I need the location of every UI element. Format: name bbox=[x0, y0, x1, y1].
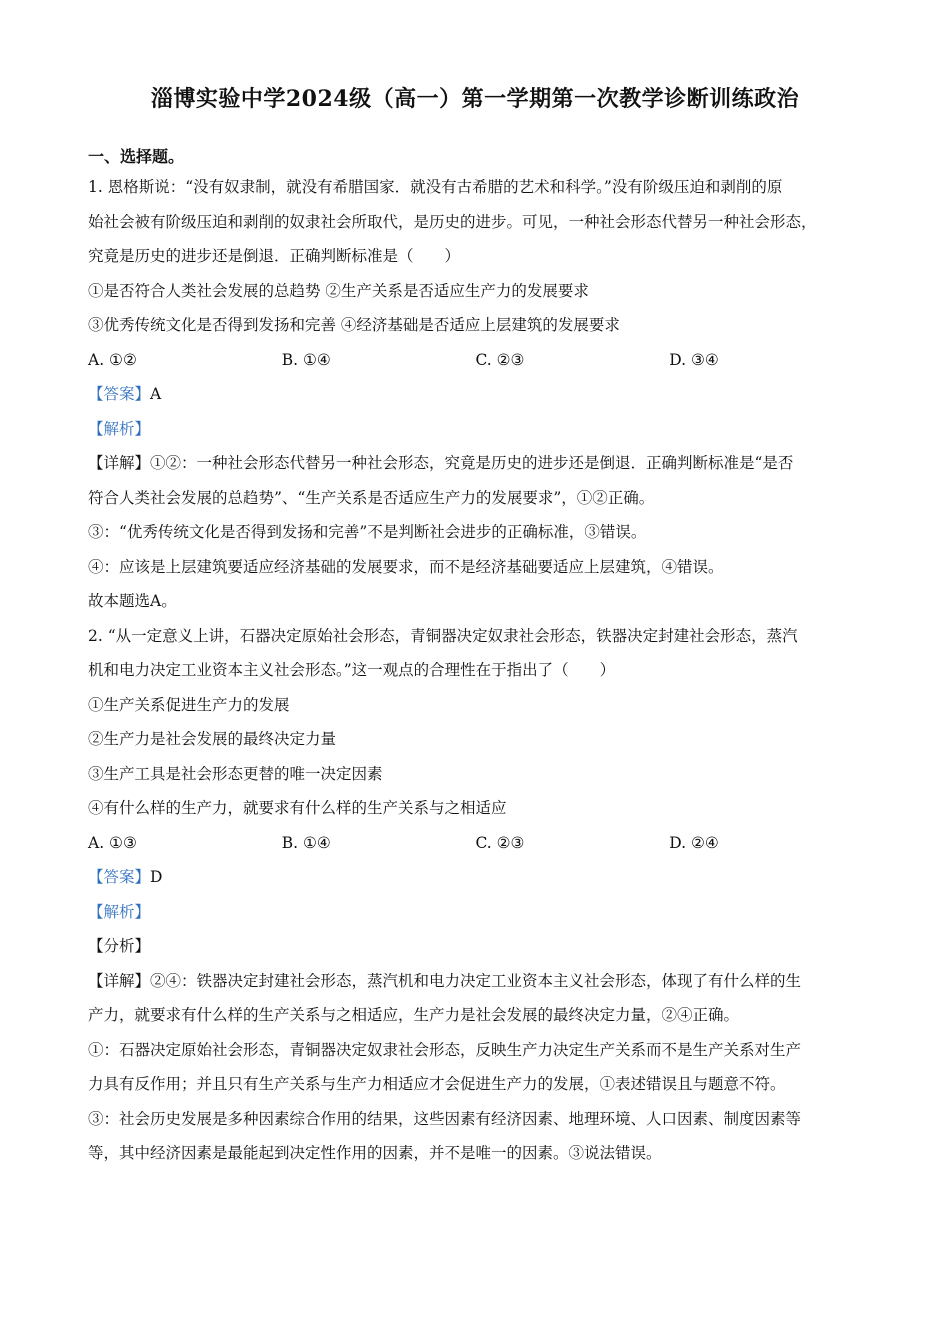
question-2-detail-line-5: ③：社会历史发展是多种因素综合作用的结果，这些因素有经济因素、地理环境、人口因素、制度因素等 bbox=[88, 1109, 802, 1128]
question-2-statement-1: ①生产关系促进生产力的发展 bbox=[88, 695, 290, 714]
question-1-options bbox=[88, 343, 863, 378]
question-2-analysis-heading bbox=[88, 895, 863, 930]
section-heading: 一、选择题。 bbox=[88, 147, 185, 166]
question-2-answer bbox=[88, 860, 863, 895]
question-2 bbox=[88, 619, 863, 1171]
question-2-stem-line-1: 2. “从一定意义上讲，石器决定原始社会形态，青铜器决定奴隶社会形态，铁器决定封建社会形态，蒸汽 bbox=[88, 626, 798, 645]
question-1-detail-line-3: ③：“优秀传统文化是否得到发扬和完善”不是判断社会进步的正确标准，③错误。 bbox=[88, 523, 647, 541]
question-1-statement-3-4: ③优秀传统文化是否得到发扬和完善 ④经济基础是否适应上层建筑的发展要求 bbox=[88, 316, 620, 334]
question-2-option-a: A. ①③ bbox=[88, 833, 137, 852]
question-1-detail-line-2: 符合人类社会发展的总趋势”、“生产关系是否适应生产力的发展要求”，①②正确。 bbox=[88, 488, 655, 507]
analysis-tag: 【解析】 bbox=[88, 902, 151, 921]
question-1-stem-line-2: 始社会被有阶级压迫和剥削的奴隶社会所取代，是历史的进步。可见，一种社会形态代替另一种社会形态， bbox=[88, 212, 817, 231]
question-2-statement-4: ④有什么样的生产力，就要求有什么样的生产关系与之相适应 bbox=[88, 799, 507, 817]
analysis-tag: 【解析】 bbox=[88, 419, 151, 438]
question-2-detail-line-6: 等，其中经济因素是最能起到决定性作用的因素，并不是唯一的因素。③说法错误。 bbox=[88, 1144, 662, 1162]
question-2-option-b: B. ①④ bbox=[281, 833, 331, 852]
question-1-option-d: D. ③④ bbox=[669, 350, 719, 369]
answer-tag: 【答案】 bbox=[88, 385, 151, 403]
question-2-fenxi-heading: 【分析】 bbox=[88, 937, 151, 955]
question-1-option-a: A. ①② bbox=[88, 350, 137, 369]
question-1-analysis-heading bbox=[88, 412, 863, 447]
question-1-conclusion: 故本题选A。 bbox=[88, 592, 177, 610]
question-1-stem-line-3: 究竟是历史的进步还是倒退．正确判断标准是（ ） bbox=[88, 247, 461, 265]
document-body bbox=[88, 170, 863, 1171]
question-1 bbox=[88, 170, 863, 619]
question-1-option-b: B. ①④ bbox=[281, 350, 331, 369]
question-2-options bbox=[88, 826, 863, 861]
question-2-detail-line-4: 力具有反作用；并且只有生产关系与生产力相适应才会促进生产力的发展，①表述错误且与题意不符。 bbox=[88, 1075, 786, 1093]
question-2-detail-line-2: 产力，就要求有什么样的生产关系与之相适应，生产力是社会发展的最终决定力量，②④正确。 bbox=[88, 1006, 740, 1024]
question-1-answer bbox=[88, 377, 863, 412]
answer-value: D bbox=[150, 868, 163, 886]
question-1-statement-1-2: ①是否符合人类社会发展的总趋势 ②生产关系是否适应生产力的发展要求 bbox=[88, 281, 589, 300]
question-2-stem-line-2: 机和电力决定工业资本主义社会形态。”这一观点的合理性在于指出了（ ） bbox=[88, 661, 616, 679]
question-1-detail-line-4: ④：应该是上层建筑要适应经济基础的发展要求，而不是经济基础要适应上层建筑，④错误。 bbox=[88, 557, 724, 576]
answer-tag: 【答案】 bbox=[88, 868, 151, 886]
question-2-statement-2: ②生产力是社会发展的最终决定力量 bbox=[88, 730, 337, 748]
question-2-option-c: C. ②③ bbox=[475, 833, 525, 852]
question-1-stem-line-1: 1. 恩格斯说：“没有奴隶制，就没有希腊国家．就没有古希腊的艺术和科学。”没有阶级压迫和剥削的原 bbox=[88, 178, 783, 196]
question-1-option-c: C. ②③ bbox=[475, 350, 525, 369]
question-2-detail-line-1: 【详解】②④：铁器决定封建社会形态，蒸汽机和电力决定工业资本主义社会形态，体现了有什么样的生 bbox=[88, 971, 802, 990]
question-1-detail-line-1: 【详解】①②：一种社会形态代替另一种社会形态，究竟是历史的进步还是倒退．正确判断标准是“是否 bbox=[88, 454, 794, 472]
answer-value: A bbox=[150, 385, 162, 403]
question-2-option-d: D. ②④ bbox=[669, 833, 719, 852]
question-2-statement-3: ③生产工具是社会形态更替的唯一决定因素 bbox=[88, 764, 383, 783]
page-title: 淄博实验中学2024级（高一）第一学期第一次教学诊断训练政治 bbox=[150, 86, 800, 112]
question-2-detail-line-3: ①：石器决定原始社会形态，青铜器决定奴隶社会形态，反映生产力决定生产关系而不是生产关系对生产 bbox=[88, 1040, 802, 1059]
